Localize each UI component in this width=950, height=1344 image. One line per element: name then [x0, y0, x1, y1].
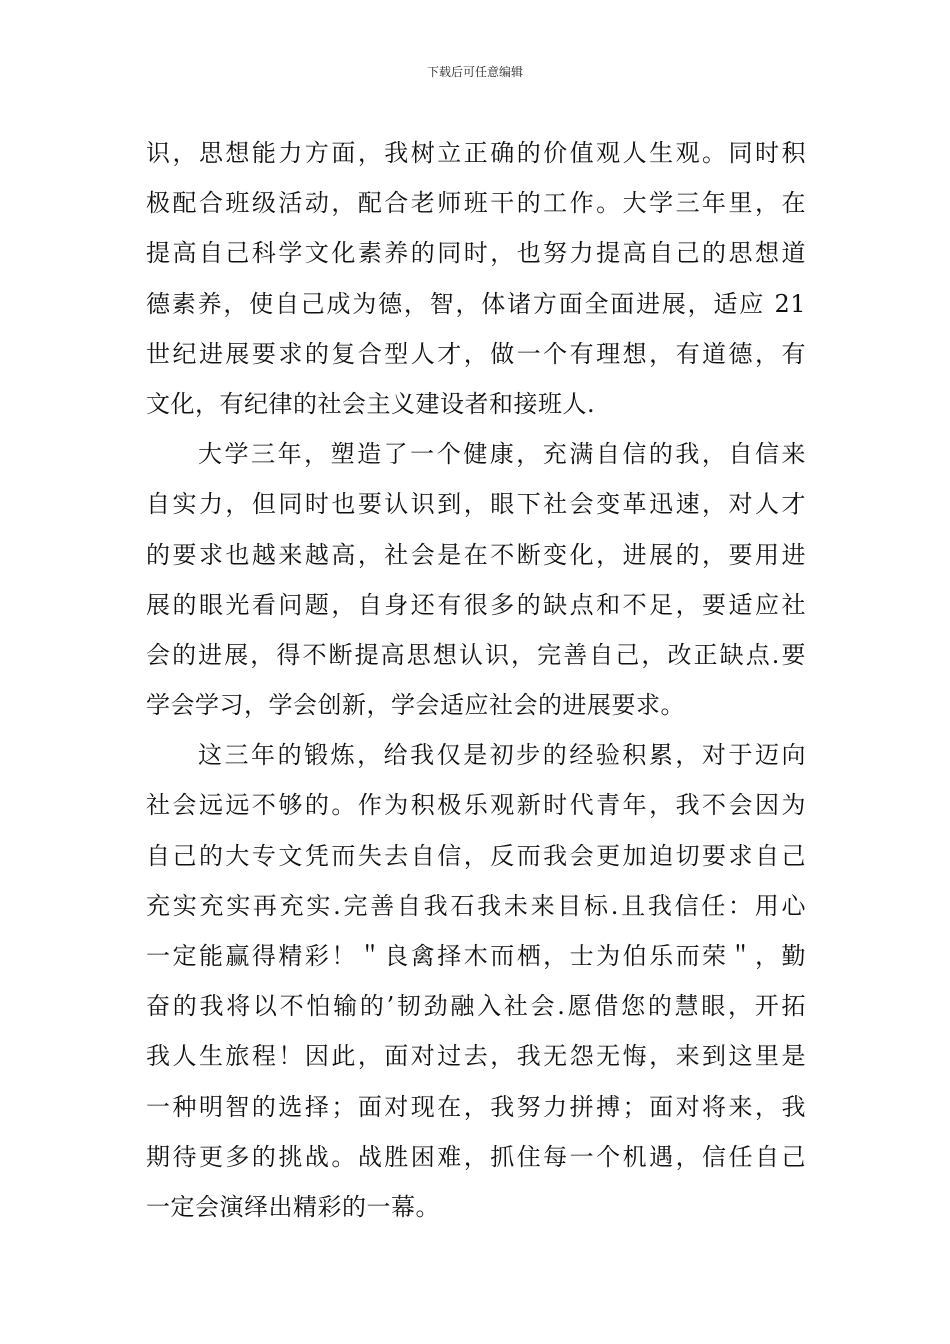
- paragraph-line: 德素养，使自己成为德，智，体诸方面全面进展，适应 21: [146, 289, 806, 318]
- paragraph-line: 文化，有纪律的社会主义建设者和接班人.: [146, 389, 596, 418]
- paragraph-2: [146, 429, 806, 730]
- paragraph-line: 极配合班级活动，配合老师班干的工作。大学三年里，在: [146, 189, 806, 218]
- paragraph-line: 学会学习，学会创新，学会适应社会的进展要求。: [146, 691, 685, 720]
- paragraph-line: 识，思想能力方面，我树立正确的价值观人生观。同时积: [146, 139, 806, 167]
- paragraph-line: 大学三年，塑造了一个健康，充满自信的我，自信来: [198, 440, 806, 469]
- paragraph-line: 期待更多的挑战。战胜困难，抓住每一个机遇，信任自己: [146, 1142, 806, 1171]
- paragraph-line: 世纪进展要求的复合型人才，做一个有理想，有道德，有: [146, 339, 806, 368]
- page-header: 下载后可任意编辑: [426, 65, 523, 79]
- paragraph-line: 一种明智的选择；面对现在，我努力拼搏；面对将来，我: [146, 1092, 806, 1121]
- paragraph-line: 这三年的锻炼，给我仅是初步的经验积累，对于迈向: [198, 741, 806, 770]
- paragraph-line: 会的进展，得不断提高思想认识，完善自己，改正缺点.要: [146, 640, 806, 669]
- paragraph-line: 社会远远不够的。作为积极乐观新时代青年，我不会因为: [146, 791, 806, 820]
- paragraph-line: 奋的我将以不怕输的’韧劲融入社会.愿借您的慧眼，开拓: [146, 992, 806, 1021]
- paragraph-line: 自己的大专文凭而失去自信，反而我会更加迫切要求自己: [146, 841, 806, 870]
- paragraph-line: 充实充实再充实.完善自我石我未来目标.且我信任：用心: [146, 891, 806, 920]
- paragraph-line: 一定能赢得精彩！＂良禽择木而栖，士为伯乐而荣＂，勤: [146, 942, 806, 970]
- paragraph-line: 展的眼光看问题，自身还有很多的缺点和不足，要适应社: [146, 590, 806, 619]
- paragraph-line: 自实力，但同时也要认识到，眼下社会变革迅速，对人才: [146, 490, 806, 519]
- paragraph-line: 我人生旅程！因此，面对过去，我无怨无悔，来到这里是: [146, 1042, 806, 1071]
- document-body: [146, 128, 806, 1232]
- paragraph-line: 提高自己科学文化素养的同时，也努力提高自己的思想道: [146, 239, 806, 268]
- paragraph-line: 的要求也越来越高，社会是在不断变化，进展的，要用进: [146, 540, 806, 569]
- paragraph-1: [146, 128, 806, 429]
- paragraph-line: 一定会演绎出精彩的一幕。: [146, 1192, 440, 1221]
- paragraph-3: [146, 730, 806, 1232]
